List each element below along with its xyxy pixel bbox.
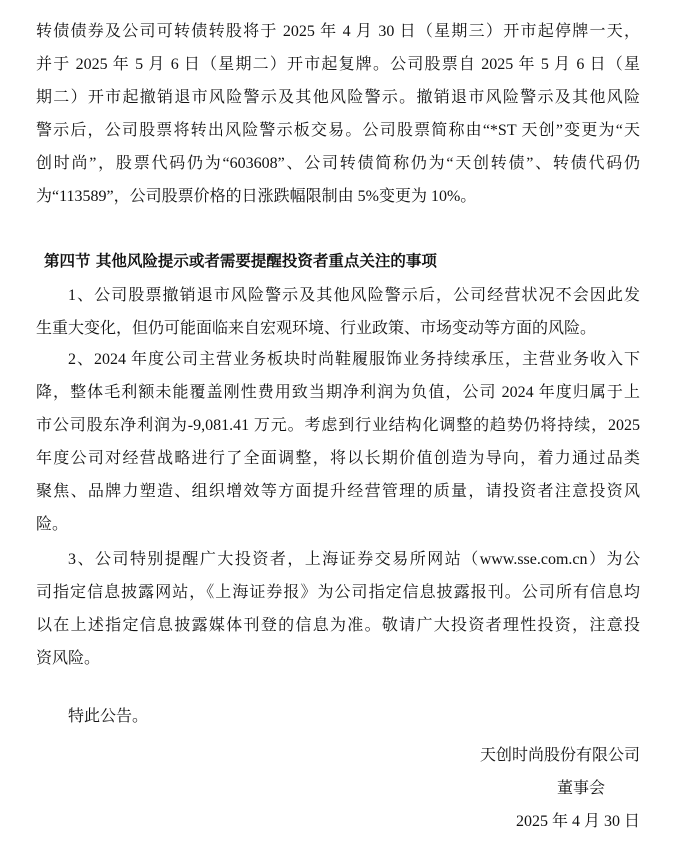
text-line: 2、2024 年度公司主营业务板块时尚鞋履服饰业务持续承压，主营业务收入下 [68,351,640,368]
text-line: 为“113589”，公司股票价格的日涨跌幅限制由 5%变更为 10%。 [36,188,477,205]
signature-board: 董事会 [556,780,605,797]
text-line: 创时尚”，股票代码仍为“603608”、公司转债简称仍为“天创转债”、转债代码仍 [36,155,640,172]
risk-item-2 [36,343,640,541]
signature-company: 天创时尚股份有限公司 [479,747,640,764]
text-line: 资风险。 [36,650,101,667]
text-line: 司指定信息披露网站，《上海证券报》为公司指定信息披露报刊。公司所有信息均 [36,584,640,601]
section-heading: 第四节 其他风险提示或者需要提醒投资者重点关注的事项 [44,252,437,270]
text-line: 1、公司股票撤销退市风险警示及其他风险警示后，公司经营状况不会因此发 [68,287,640,304]
text-line: 警示后，公司股票将转出风险警示板交易。公司股票简称由“*ST 天创”变更为“天 [36,122,640,139]
signature-date: 2025 年 4 月 30 日 [515,813,640,830]
text-line: 生重大变化，但仍可能面临来自宏观环境、行业政策、市场变动等方面的风险。 [36,320,597,337]
text-line: 期二）开市起撤销退市风险警示及其他风险警示。撤销退市风险警示及其他风险 [36,89,640,106]
text-line: 3、公司特别提醒广大投资者，上海证券交易所网站（www.sse.com.cn）为公 [68,551,640,568]
closing-text: 特此公告。 [68,708,149,725]
text-line: 聚焦、品牌力塑造、组织增效等方面提升经营管理的质量，请投资者注意投资风 [36,483,640,500]
text-line: 险。 [36,516,69,533]
text-line: 转债债券及公司可转债转股将于 2025 年 4 月 30 日（星期三）开市起停牌一天， [36,23,640,40]
risk-item-1 [36,279,640,345]
risk-item-3 [36,543,640,675]
text-line: 并于 2025 年 5 月 6 日（星期二）开市起复牌。公司股票自 2025 年 5 月 6 日（星 [36,56,640,73]
text-line: 以在上述指定信息披露媒体刊登的信息为准。敬请广大投资者理性投资，注意投 [36,617,640,634]
text-line: 年度公司对经营战略进行了全面调整，将以长期价值创造为导向，着力通过品类 [36,450,640,467]
intro-paragraph [36,15,640,213]
text-line: 降，整体毛利额未能覆盖刚性费用致当期净利润为负值，公司 2024 年度归属于上 [36,384,640,401]
text-line: 市公司股东净利润为-9,081.41 万元。考虑到行业结构化调整的趋势仍将持续，2025 [36,417,640,434]
